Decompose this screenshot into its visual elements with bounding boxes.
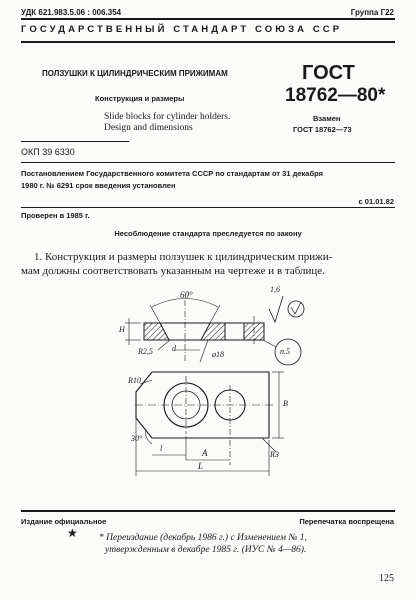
r10-label: R10 <box>128 376 141 385</box>
subtitle-ru: Конструкция и размеры <box>95 94 185 103</box>
law-notice: Несоблюдение стандарта преследуется по закону <box>114 229 302 238</box>
title-en-line2: Design and dimensions <box>104 123 193 133</box>
udk-code: УДК 621.983.5.06 : 006.354 <box>21 8 122 17</box>
group-code: Группа Г22 <box>350 8 394 17</box>
page-number: 125 <box>379 573 394 584</box>
r25-label: R2,5 <box>138 347 153 356</box>
body-line2: мам должны соответствовать указанным на чертеже и в таблице. <box>21 265 325 277</box>
d-label: d <box>172 344 176 353</box>
h-label: H <box>119 325 125 334</box>
checked-year: Проверен в 1985 г. <box>21 211 90 220</box>
replaces-label: Взамен <box>313 114 341 123</box>
reprint-prohibited: Перепечатка воспрещена <box>299 517 394 526</box>
reissue-note-line2: утвержденным в декабре 1985 г. (ИУС № 4—86). <box>105 545 307 555</box>
big-l-label: L <box>198 461 204 471</box>
l-small-label: l <box>160 444 163 453</box>
a-label: A <box>202 448 208 458</box>
roughness-symbol <box>269 296 304 322</box>
roughness-value: 1,6 <box>270 285 280 294</box>
star-icon: ★ <box>67 526 78 540</box>
gost-label: ГОСТ <box>302 62 355 84</box>
p5-label: п.5 <box>280 347 290 356</box>
replaces-value: ГОСТ 18762—73 <box>293 125 352 134</box>
resolution-line1: Постановлением Государственного комитета СССР по стандартам от 31 декабря <box>21 169 323 178</box>
okp-code: ОКП 39 6330 <box>21 147 75 157</box>
gost-number: 18762—80* <box>285 85 386 106</box>
title-ru: ПОЛЗУШКИ К ЦИЛИНДРИЧЕСКИМ ПРИЖИМАМ <box>42 69 228 78</box>
b-label: B <box>283 399 288 408</box>
angle-60-label: 60° <box>180 290 193 300</box>
official-edition: Издание официальное <box>21 517 107 526</box>
footer-rule <box>21 510 395 512</box>
plan-view <box>135 372 284 476</box>
state-standard-banner: ГОСУДАРСТВЕННЫЙ СТАНДАРТ СОЮЗА ССР <box>21 24 343 35</box>
resolution-line2: 1980 г. № 6291 срок введения установлен <box>21 181 176 190</box>
r3-label: R3 <box>270 450 279 459</box>
angle-30-label: 30° <box>131 434 143 443</box>
title-en-line1: Slide blocks for cylinder holders. <box>104 112 231 122</box>
phi18-label: ø18 <box>212 350 224 359</box>
reissue-note-line1: * Переиздание (декабрь 1986 г.) с Изменением № 1, <box>99 533 307 543</box>
effective-date: с 01.01.82 <box>358 197 394 206</box>
body-line1: 1. Конструкция и размеры ползушек к цилиндрическим прижи- <box>34 251 333 263</box>
